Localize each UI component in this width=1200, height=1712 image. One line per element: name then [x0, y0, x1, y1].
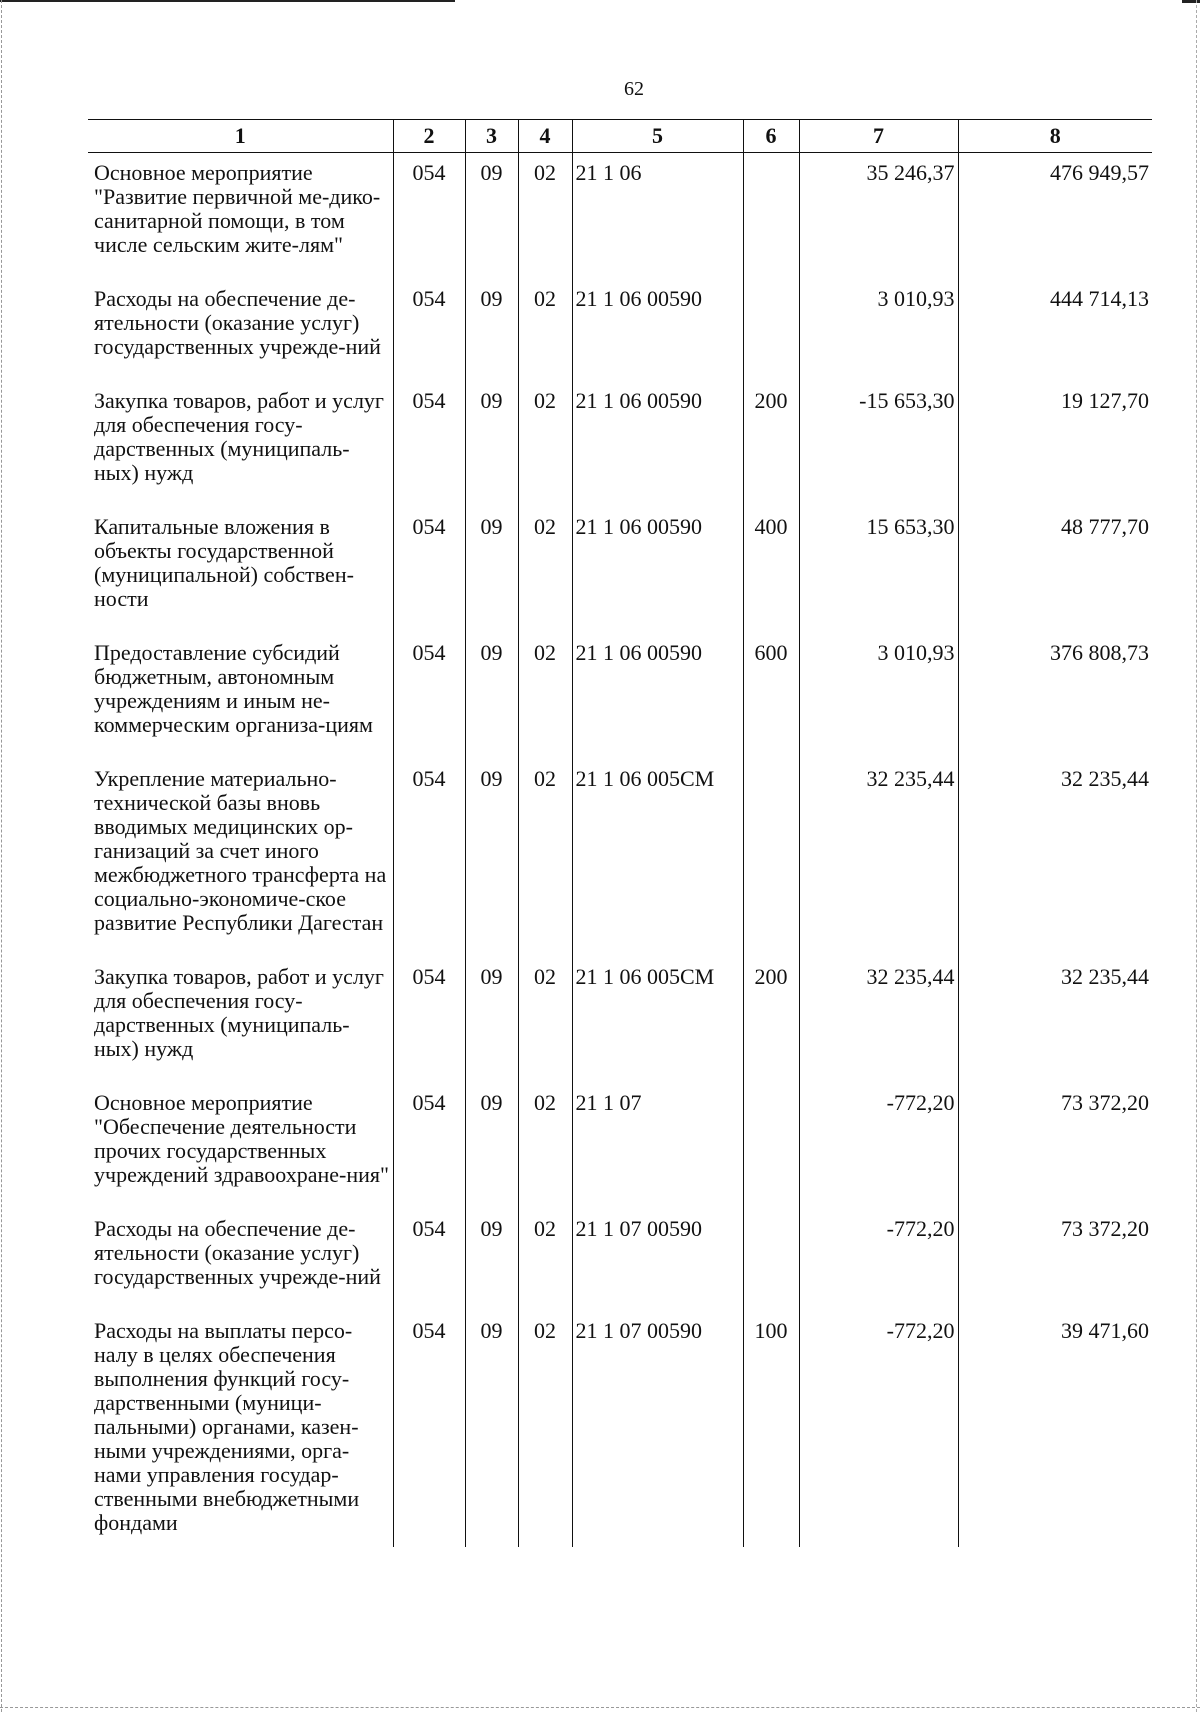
item-name: Предоставление субсидий бюджетным, автономным учреждениям и иным не-коммерческим организа-циям — [94, 640, 373, 737]
amount-change: 3 010,93 — [799, 279, 958, 381]
column-header: 5 — [572, 120, 743, 153]
amount-change: 3 010,93 — [799, 633, 958, 759]
amount-change: -15 653,30 — [799, 381, 958, 507]
item-name: Закупка товаров, работ и услуг для обеспечения госу-дарственных (муниципаль-ных) нужд — [94, 388, 384, 485]
section-code: 09 — [465, 633, 518, 759]
section-code: 09 — [465, 1209, 518, 1311]
expense-type-code — [743, 759, 799, 957]
ministry-code: 054 — [393, 1209, 465, 1311]
item-name: Капитальные вложения в объекты государственной (муниципальной) собствен-ности — [94, 514, 354, 611]
ministry-code: 054 — [393, 507, 465, 633]
target-article-code: 21 1 07 — [572, 1083, 743, 1209]
ministry-code: 054 — [393, 1311, 465, 1547]
amount-total: 32 235,44 — [958, 957, 1152, 1083]
ministry-code: 054 — [393, 633, 465, 759]
scan-edge — [1, 0, 3, 1712]
target-article-code: 21 1 06 — [572, 153, 743, 280]
ministry-code: 054 — [393, 1083, 465, 1209]
expense-type-code: 100 — [743, 1311, 799, 1547]
amount-change: 35 246,37 — [799, 153, 958, 280]
section-code: 09 — [465, 381, 518, 507]
ministry-code: 054 — [393, 381, 465, 507]
amount-change: -772,20 — [799, 1311, 958, 1547]
table-row — [88, 381, 1152, 507]
amount-total: 376 808,73 — [958, 633, 1152, 759]
amount-total: 73 372,20 — [958, 1209, 1152, 1311]
item-name: Закупка товаров, работ и услуг для обеспечения госу-дарственных (муниципаль-ных) нужд — [94, 964, 384, 1061]
ministry-code: 054 — [393, 279, 465, 381]
subsection-code: 02 — [518, 633, 572, 759]
target-article-code: 21 1 06 005CM — [572, 759, 743, 957]
target-article-code: 21 1 06 00590 — [572, 279, 743, 381]
subsection-code: 02 — [518, 1311, 572, 1547]
scan-edge — [0, 1707, 1200, 1709]
table-row — [88, 1083, 1152, 1209]
amount-total: 32 235,44 — [958, 759, 1152, 957]
table-row — [88, 759, 1152, 957]
amount-total: 39 471,60 — [958, 1311, 1152, 1547]
item-name: Расходы на обеспечение де-ятельности (оказание услуг) государственных учрежде-ний — [94, 1216, 381, 1289]
section-code: 09 — [465, 279, 518, 381]
column-header: 1 — [88, 120, 393, 153]
table-body — [88, 153, 1152, 1548]
section-code: 09 — [465, 1083, 518, 1209]
expense-type-code — [743, 1083, 799, 1209]
expense-type-code — [743, 1209, 799, 1311]
item-name: Укрепление материально-технической базы вновь вводимых медицинских ор-ганизаций за счет иного межбюджетного трансферта на социально-экономиче-ское развитие Республики Дагестан — [94, 766, 387, 935]
page-number: 62 — [624, 78, 644, 100]
target-article-code: 21 1 06 005CM — [572, 957, 743, 1083]
amount-total: 19 127,70 — [958, 381, 1152, 507]
amount-total: 476 949,57 — [958, 153, 1152, 280]
section-code: 09 — [465, 957, 518, 1083]
table-row — [88, 153, 1152, 280]
amount-change: 32 235,44 — [799, 957, 958, 1083]
table-row — [88, 957, 1152, 1083]
section-code: 09 — [465, 507, 518, 633]
column-header: 2 — [393, 120, 465, 153]
expense-type-code: 200 — [743, 381, 799, 507]
amount-total: 444 714,13 — [958, 279, 1152, 381]
header-row — [88, 120, 1152, 153]
amount-change: 15 653,30 — [799, 507, 958, 633]
subsection-code: 02 — [518, 381, 572, 507]
expense-type-code: 400 — [743, 507, 799, 633]
budget-table — [88, 119, 1152, 1547]
amount-change: -772,20 — [799, 1083, 958, 1209]
amount-total: 48 777,70 — [958, 507, 1152, 633]
scan-edge — [0, 0, 455, 2]
section-code: 09 — [465, 759, 518, 957]
expense-type-code: 200 — [743, 957, 799, 1083]
ministry-code: 054 — [393, 153, 465, 280]
ministry-code: 054 — [393, 957, 465, 1083]
expense-type-code — [743, 279, 799, 381]
subsection-code: 02 — [518, 507, 572, 633]
table-row — [88, 633, 1152, 759]
target-article-code: 21 1 07 00590 — [572, 1209, 743, 1311]
column-header: 8 — [958, 120, 1152, 153]
subsection-code: 02 — [518, 1083, 572, 1209]
subsection-code: 02 — [518, 1209, 572, 1311]
table-row — [88, 1311, 1152, 1547]
target-article-code: 21 1 06 00590 — [572, 633, 743, 759]
item-name: Расходы на обеспечение де-ятельности (оказание услуг) государственных учрежде-ний — [94, 286, 381, 359]
expense-type-code: 600 — [743, 633, 799, 759]
table-row — [88, 1209, 1152, 1311]
section-code: 09 — [465, 153, 518, 280]
column-header: 4 — [518, 120, 572, 153]
column-header: 3 — [465, 120, 518, 153]
table-row — [88, 279, 1152, 381]
item-name: Расходы на выплаты персо-налу в целях обеспечения выполнения функций госу-дарственными (муници-пальными) органами, казен-ными учреждениями, орга-нами управления государ-ственными внебюджетными фондами — [94, 1318, 360, 1535]
item-name: Основное мероприятие "Развитие первичной ме-дико-санитарной помощи, в том числе сельским жите-лям" — [94, 160, 381, 257]
section-code: 09 — [465, 1311, 518, 1547]
item-name: Основное мероприятие "Обеспечение деятельности прочих государственных учреждений здравоохране-ния" — [94, 1090, 390, 1187]
ministry-code: 054 — [393, 759, 465, 957]
scan-edge — [1196, 0, 1198, 1712]
subsection-code: 02 — [518, 759, 572, 957]
subsection-code: 02 — [518, 957, 572, 1083]
column-header: 7 — [799, 120, 958, 153]
subsection-code: 02 — [518, 153, 572, 280]
column-header: 6 — [743, 120, 799, 153]
target-article-code: 21 1 06 00590 — [572, 507, 743, 633]
amount-change: 32 235,44 — [799, 759, 958, 957]
target-article-code: 21 1 07 00590 — [572, 1311, 743, 1547]
subsection-code: 02 — [518, 279, 572, 381]
amount-change: -772,20 — [799, 1209, 958, 1311]
expense-type-code — [743, 153, 799, 280]
amount-total: 73 372,20 — [958, 1083, 1152, 1209]
target-article-code: 21 1 06 00590 — [572, 381, 743, 507]
table-row — [88, 507, 1152, 633]
